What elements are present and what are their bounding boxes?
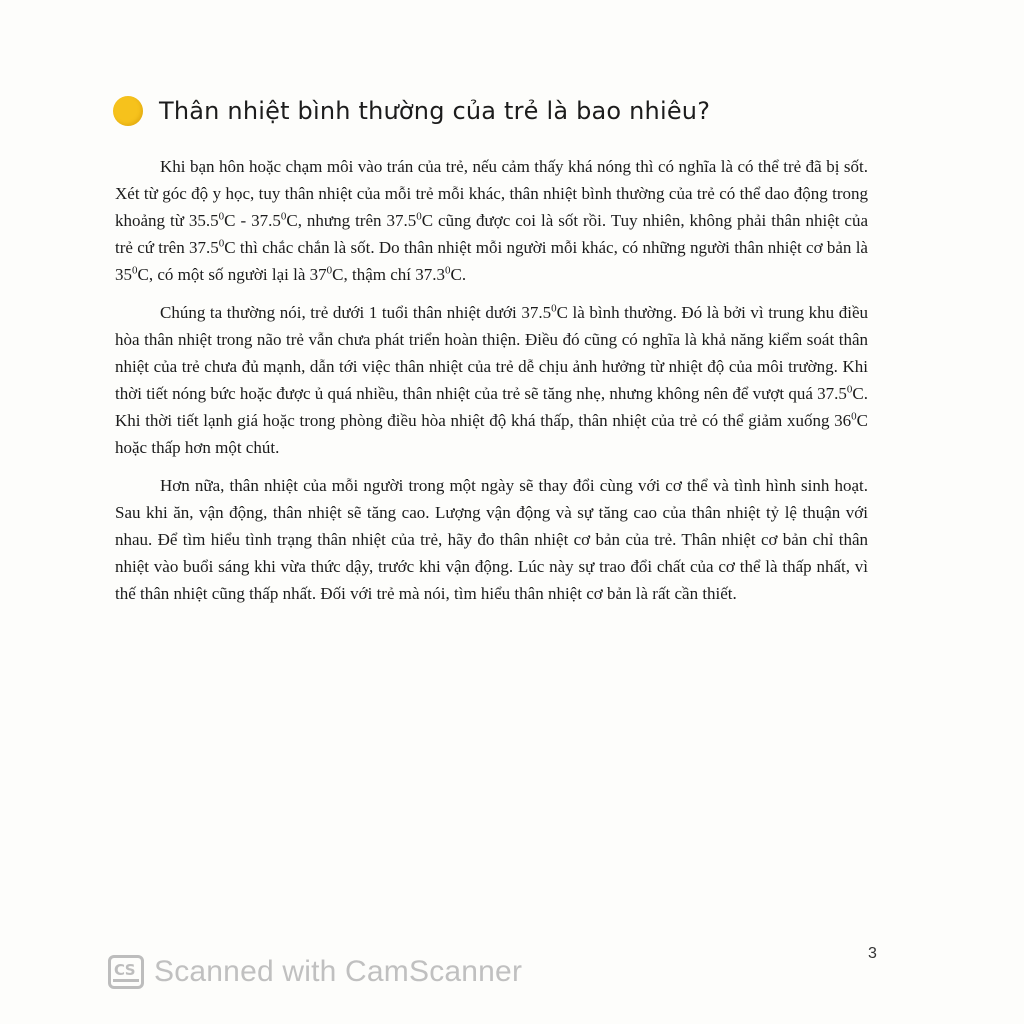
text-segment: Khi bạn hôn hoặc chạm môi vào trán của trẻ, nếu cảm thấy khá nóng thì có nghĩa là có thể trẻ đã bị sốt. Xét từ góc độ y học, tuy thân nhiệt của mỗi trẻ mỗi khác, thân nhiệt bình thường của trẻ có thể dao động trong khoảng từ 35.5	[115, 157, 868, 230]
text-segment: C. Khi thời tiết lạnh giá hoặc trong phòng điều hòa nhiệt độ khá thấp, thân nhiệt của trẻ có thể giảm xuống 36	[115, 384, 868, 430]
text-segment: Hơn nữa, thân nhiệt của mỗi người trong một ngày sẽ thay đổi cùng với cơ thể và tình hình sinh hoạt. Sau khi ăn, vận động, thân nhiệt sẽ tăng cao. Lượng vận động và sự tăng cao của thân nhiệt tỷ lệ thuận với nhau. Để tìm hiểu tình trạng thân nhiệt của trẻ, hãy đo thân nhiệt cơ bản của trẻ. Thân nhiệt cơ bản chỉ thân nhiệt vào buổi sáng khi vừa thức dậy, trước khi vận động. Lúc này sự trao đổi chất của cơ thể là thấp nhất, vì thế thân nhiệt cũng thấp nhất. Đối với trẻ mà nói, tìm hiểu thân nhiệt cơ bản là rất cần thiết.	[115, 476, 868, 603]
watermark-text: Scanned with CamScanner	[154, 955, 523, 988]
paragraph	[115, 472, 868, 607]
article-body	[115, 153, 868, 618]
text-segment: C hoặc thấp hơn một chút.	[115, 411, 868, 457]
degree-superscript: 0	[218, 237, 225, 250]
text-segment: C.	[450, 265, 467, 284]
degree-superscript: 0	[280, 210, 287, 223]
text-segment: C thì chắc chắn là sốt. Do thân nhiệt mỗi người mỗi khác, có những người thân nhiệt cơ bản là 35	[115, 238, 868, 284]
text-segment: C, có một số người lại là 37	[137, 265, 327, 284]
degree-superscript: 0	[445, 264, 451, 277]
degree-superscript: 0	[326, 264, 333, 277]
yellow-circle-bullet-icon	[113, 96, 143, 126]
text-segment: Chúng ta thường nói, trẻ dưới 1 tuổi thân nhiệt dưới 37.5	[160, 303, 552, 322]
camscanner-watermark	[108, 955, 522, 989]
logo-text: CS	[114, 961, 136, 979]
section-heading	[113, 96, 710, 126]
page-number: 3	[868, 945, 877, 962]
paragraph	[115, 153, 868, 288]
text-segment: C cũng được coi là sốt rồi. Tuy nhiên, không phải thân nhiệt của trẻ cứ trên 37.5	[115, 211, 869, 257]
degree-superscript: 0	[132, 264, 138, 277]
degree-superscript: 0	[846, 383, 853, 396]
section-title: Thân nhiệt bình thường của trẻ là bao nhiêu?	[159, 97, 711, 125]
degree-superscript: 0	[218, 210, 225, 223]
camscanner-logo-icon	[108, 955, 144, 989]
text-segment: C, thậm chí 37.3	[332, 265, 445, 284]
text-segment: C là bình thường. Đó là bởi vì trung khu điều hòa thân nhiệt trong não trẻ vẫn chưa phát triển hoàn thiện. Điều đó cũng có nghĩa là khả năng kiểm soát thân nhiệt của trẻ chưa đủ mạnh, dẫn tới việc thân nhiệt của trẻ dễ chịu ảnh hưởng từ nhiệt độ của môi trường. Khi thời tiết nóng bức hoặc được ủ quá nhiều, thân nhiệt của trẻ sẽ tăng nhẹ, nhưng không nên để vượt quá 37.5	[115, 303, 868, 403]
text-segment: C, nhưng trên 37.5	[286, 211, 417, 230]
degree-superscript: 0	[551, 302, 557, 315]
text-segment: C - 37.5	[224, 211, 281, 230]
paragraph	[115, 299, 868, 461]
degree-superscript: 0	[416, 210, 422, 223]
degree-superscript: 0	[851, 410, 857, 423]
